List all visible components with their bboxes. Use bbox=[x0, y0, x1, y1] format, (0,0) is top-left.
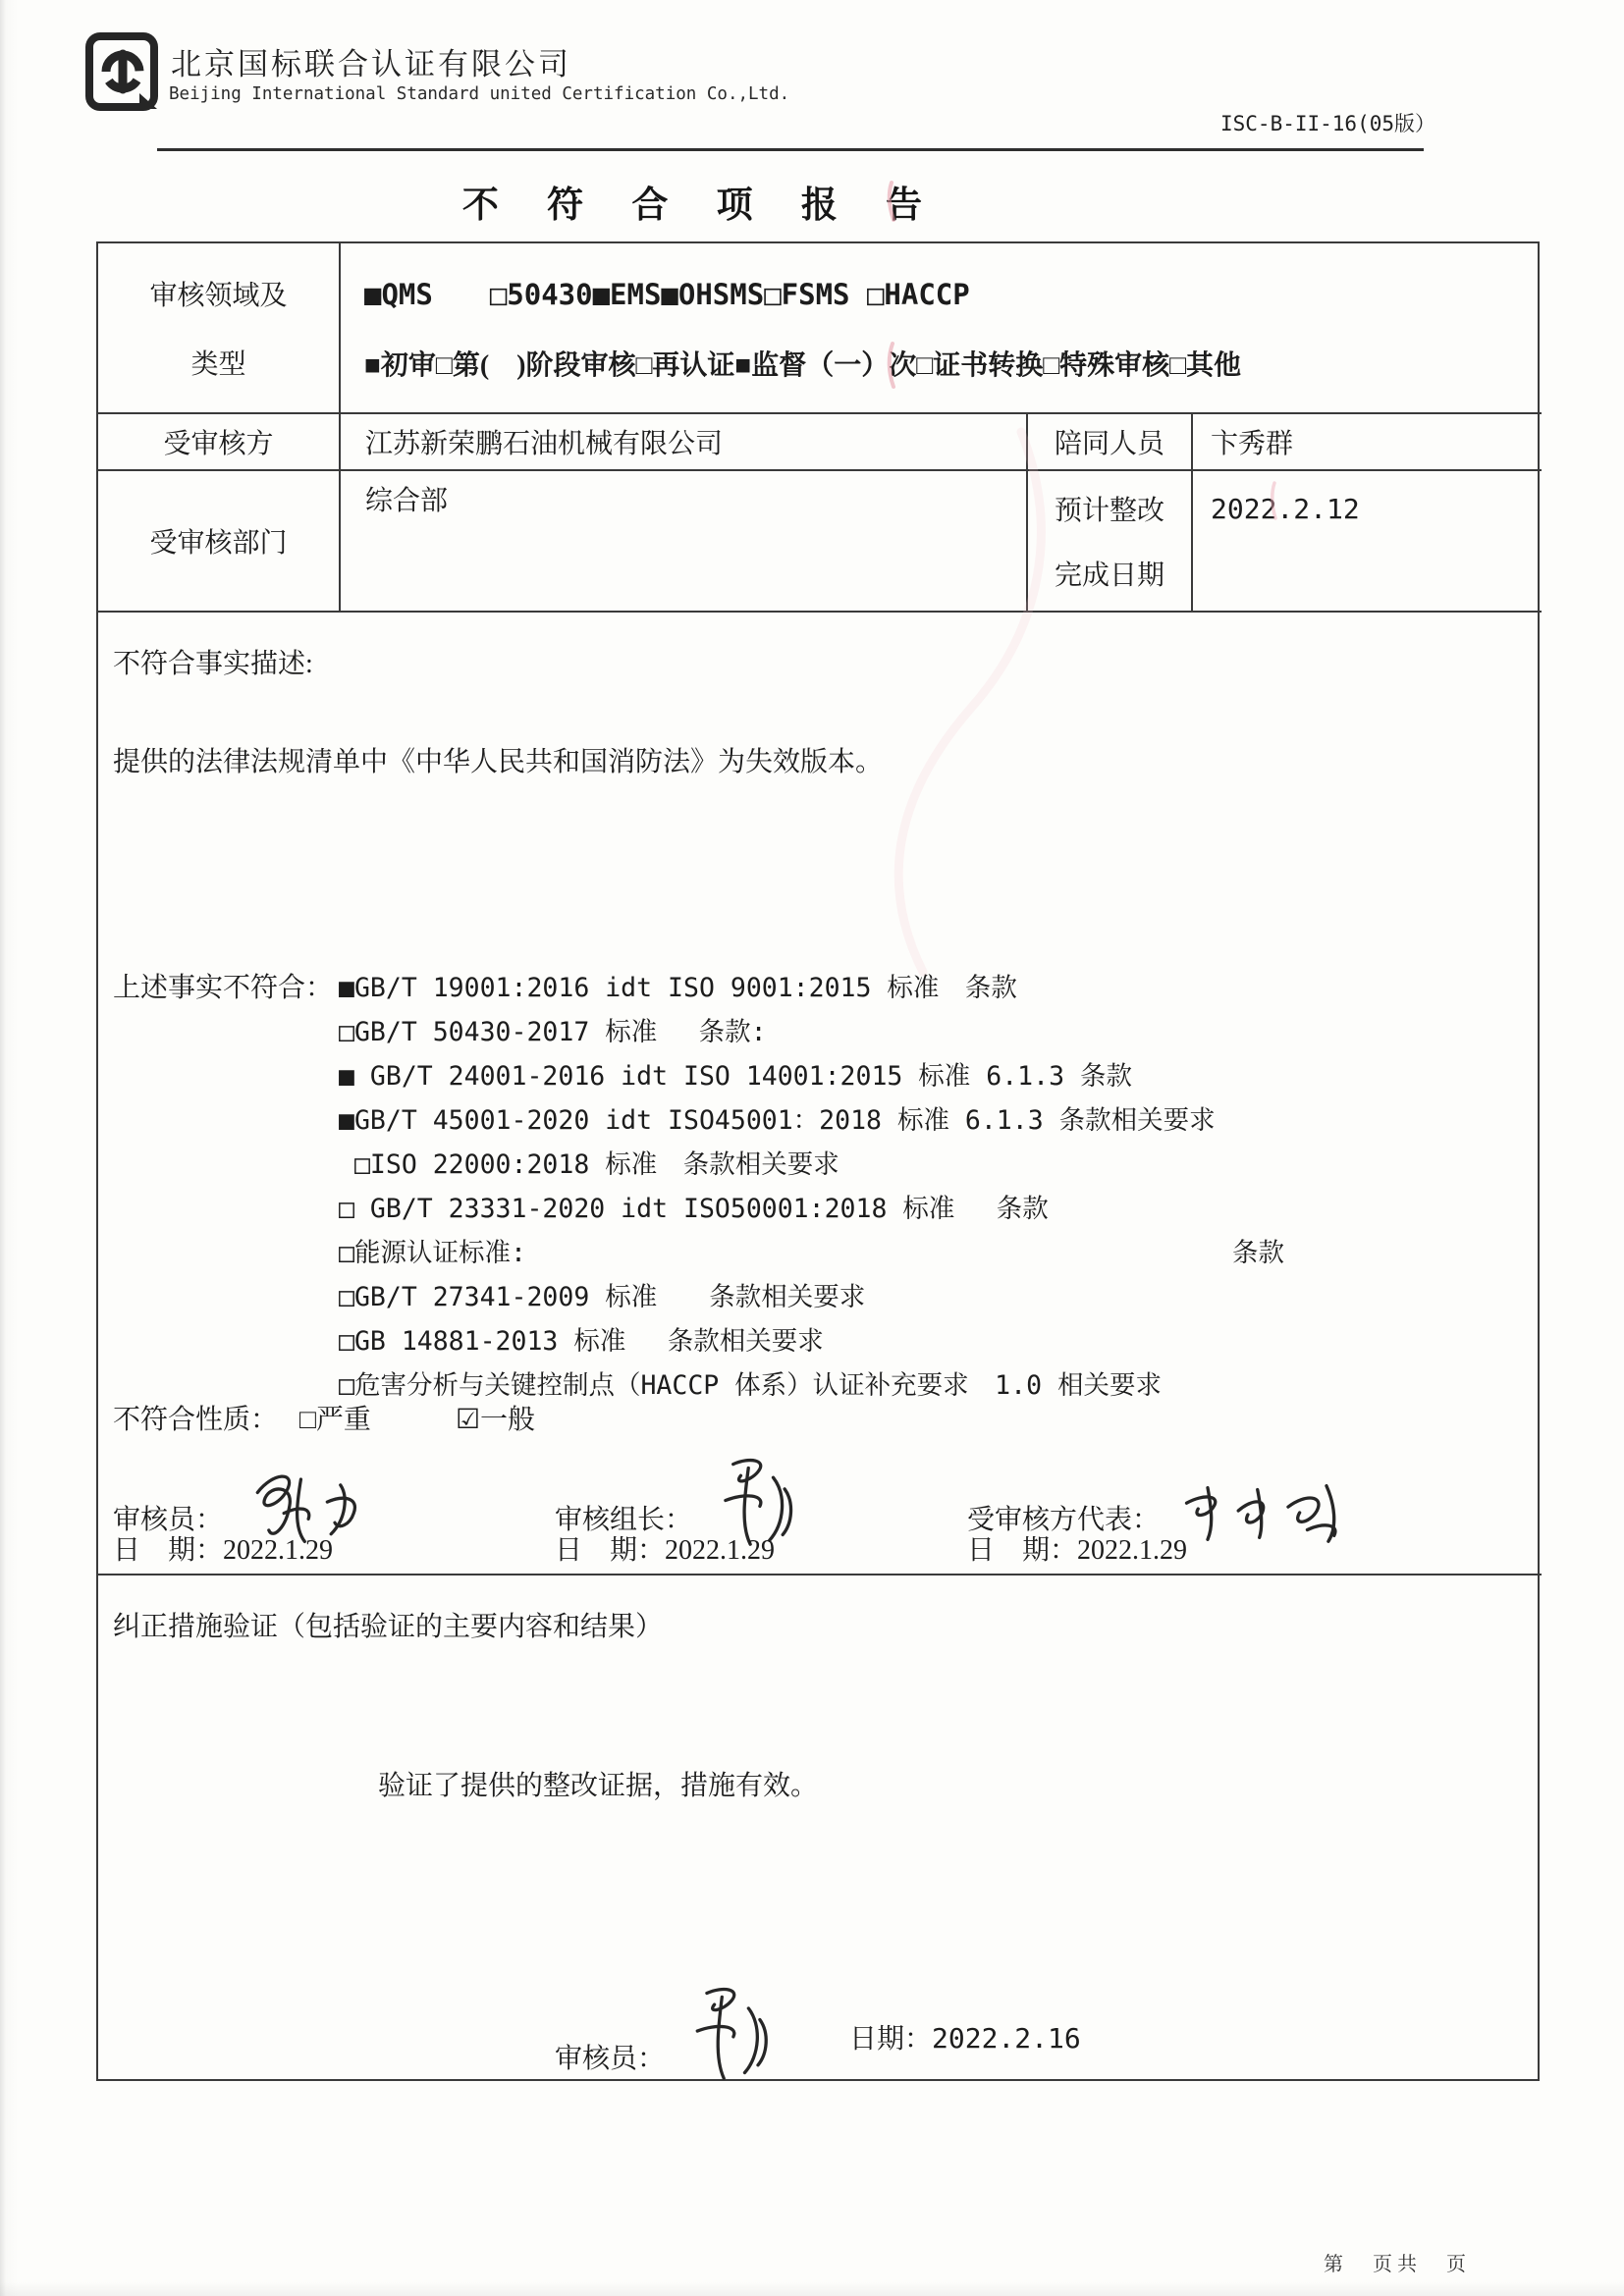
audit-scope-label-line2: 类型 bbox=[190, 349, 246, 381]
finding-description: 提供的法律法规清单中《中华人民共和国消防法》为失效版本。 bbox=[113, 747, 884, 777]
auditee-value-cell: 江苏新荣鹏石油机械有限公司 bbox=[341, 414, 1028, 471]
representative-handwritten-signature bbox=[1165, 1472, 1367, 1551]
standard-item: □GB 14881-2013 标准 条款相关要求 bbox=[339, 1326, 824, 1357]
lead-auditor-label: 审核组长： bbox=[555, 1505, 693, 1535]
audit-type-checkboxes: ■初审□第( )阶段审核□再认证■监督（一）次□证书转换□特殊审核□其他 bbox=[364, 349, 1242, 381]
verification-cell bbox=[98, 1575, 1542, 2081]
standards-list bbox=[339, 966, 1527, 1408]
nonconformity-form-table bbox=[96, 241, 1540, 2081]
standard-item: ■GB/T 19001:2016 idt ISO 9001:2015 标准 条款 bbox=[339, 973, 1017, 1003]
audit-scope-label-line1: 审核领域及 bbox=[149, 280, 288, 311]
verification-handwritten-signature bbox=[669, 1980, 792, 2086]
standards-label: 上述事实不符合： bbox=[113, 973, 334, 1003]
department-label-cell: 受审核部门 bbox=[98, 471, 341, 613]
standard-item bbox=[339, 1231, 1527, 1275]
nature-label: 不符合性质： bbox=[113, 1405, 279, 1435]
nature-general-checkbox: ☑一般 bbox=[455, 1405, 536, 1435]
page-title: 不 符 合 项 报 告 bbox=[461, 186, 943, 226]
nature-severe-checkbox: □严重 bbox=[299, 1405, 371, 1435]
verification-date: 日期：2022.2.16 bbox=[849, 2022, 1081, 2055]
standard-item: □危害分析与关键控制点（HACCP 体系）认证补充要求 1.0 相关要求 bbox=[339, 1370, 1162, 1401]
representative-date: 日 期：2022.1.29 bbox=[967, 1535, 1188, 1566]
accompany-value-cell: 卞秀群 bbox=[1193, 414, 1542, 471]
audit-scope-label-cell bbox=[98, 243, 341, 414]
auditee-label-cell: 受审核方 bbox=[98, 414, 341, 471]
lead-auditor-signature-group bbox=[555, 1459, 814, 1537]
standard-item: □ISO 22000:2018 标准 条款相关要求 bbox=[339, 1149, 839, 1180]
verification-conclusion: 验证了提供的整改证据，措施有效。 bbox=[378, 1771, 819, 1801]
verification-heading: 纠正措施验证（包括验证的主要内容和结果） bbox=[113, 1612, 664, 1642]
standard-item: □GB/T 50430-2017 标准 条款: bbox=[339, 1017, 767, 1047]
standard-item: ■ GB/T 24001-2016 idt ISO 14001:2015 标准 6.1.3 条款 bbox=[339, 1061, 1132, 1092]
auditee-representative-signature-group bbox=[967, 1459, 1367, 1537]
auditee-representative-label: 受审核方代表： bbox=[967, 1505, 1161, 1535]
auditor-label: 审核员： bbox=[113, 1505, 224, 1535]
rectify-label-line2: 完成日期 bbox=[1054, 561, 1164, 591]
auditor-signature-group bbox=[113, 1459, 394, 1537]
verification-auditor-label: 审核员： bbox=[555, 2044, 666, 2074]
department-value-cell: 综合部 bbox=[341, 471, 1028, 613]
accompany-label-cell: 陪同人员 bbox=[1028, 414, 1193, 471]
finding-cell bbox=[98, 613, 1542, 1575]
form-code: ISC-B-II-16(05版） bbox=[1220, 112, 1436, 135]
header-divider bbox=[157, 148, 1424, 151]
standard-item-energy: □能源认证标准: bbox=[339, 1238, 526, 1268]
nonconformity-nature-line bbox=[113, 1398, 543, 1437]
audit-scope-content-cell bbox=[341, 243, 1542, 414]
standard-item: □GB/T 27341-2009 标准 条款相关要求 bbox=[339, 1282, 866, 1312]
standard-item: □ GB/T 23331-2020 idt ISO50001:2018 标准 条款 bbox=[339, 1194, 1049, 1224]
auditor-date: 日 期：2022.1.29 bbox=[113, 1535, 334, 1566]
finding-heading: 不符合事实描述: bbox=[113, 649, 313, 679]
company-name-cn: 北京国标联合认证有限公司 bbox=[171, 47, 571, 81]
company-name-en: Beijing International Standard united Certification Co.,Ltd. bbox=[169, 84, 790, 104]
lead-auditor-date: 日 期：2022.1.29 bbox=[555, 1535, 776, 1566]
page-number-footer: 第 页共 页 bbox=[1324, 2254, 1471, 2275]
certification-mark-logo bbox=[84, 32, 165, 111]
rectify-label-line1: 预计整改 bbox=[1054, 496, 1164, 526]
standards-block bbox=[113, 966, 1527, 1408]
energy-clause-right: 条款 bbox=[1232, 1238, 1284, 1268]
standard-item: ■GB/T 45001-2020 idt ISO45001：2018 标准 6.1.3 条款相关要求 bbox=[339, 1105, 1216, 1136]
audit-systems-checkboxes: ■QMS □50430■EMS■OHSMS□FSMS □HACCP bbox=[364, 278, 970, 312]
rectify-date-label-cell bbox=[1028, 471, 1193, 613]
verification-auditor-group bbox=[555, 2000, 792, 2076]
rectify-date-value-cell: 2022.2.12 bbox=[1193, 471, 1542, 613]
